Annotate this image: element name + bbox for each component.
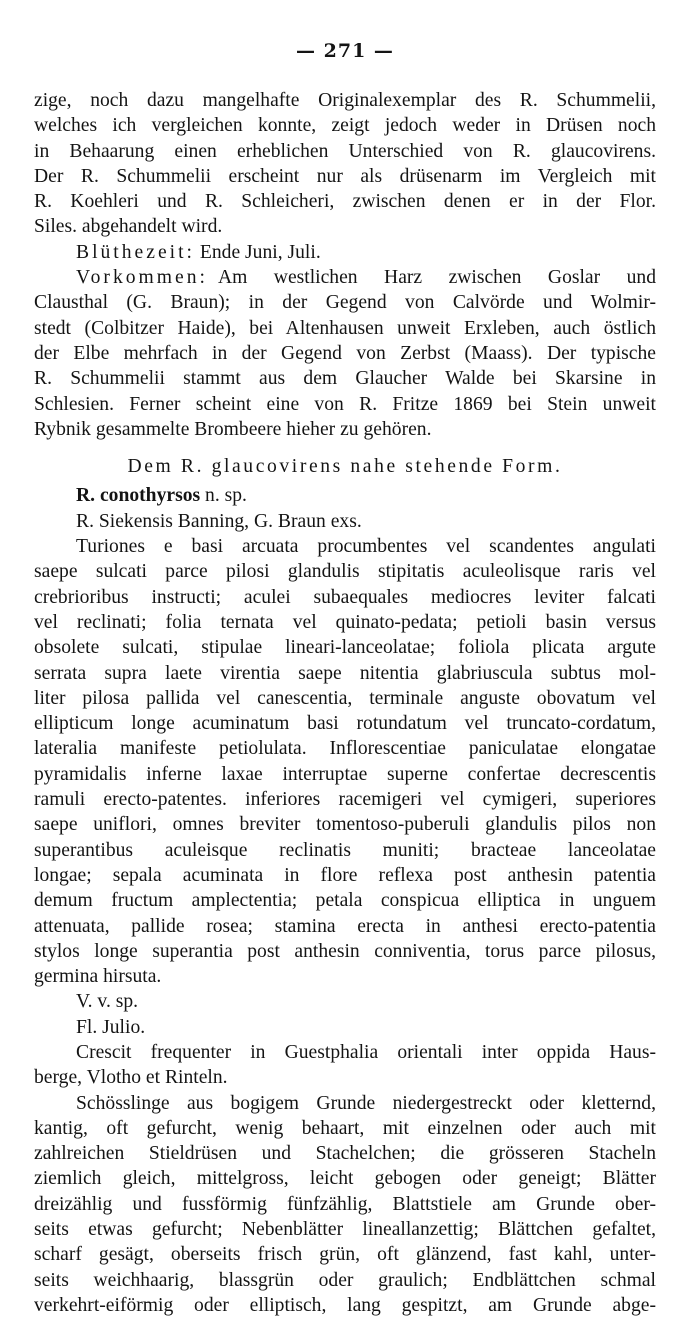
text-line: ziemlich gleich, mittelgross, leicht gebogen oder geneigt; Blätter — [34, 1168, 656, 1190]
text-line: attenuata, pallide rosea; stamina erecta in anthesi erecto-patentia — [34, 915, 656, 937]
text-line: obsolete sulcati, stipulae lineari-lanceolatae; foliola plicata argute — [34, 637, 656, 659]
text-line: Turiones e basi arcuata procumbentes vel scandentes angulati — [76, 536, 656, 558]
flowering-time-label: Blüthezeit: — [76, 241, 195, 263]
text-line: Siles. abgehandelt wird. — [34, 216, 223, 238]
text-line: seits weichhaarig, blassgrün oder graulich; Endblättchen schmal — [34, 1269, 656, 1291]
text-line: Crescit frequenter in Guestphalia orientali inter oppida Haus- — [76, 1041, 656, 1063]
text-line: kantig, oft gefurcht, wenig behaart, mit einzelnen oder auch mit — [34, 1117, 656, 1139]
occurrence-first-line — [34, 265, 656, 290]
text-line: pyramidalis inferne laxae interruptae superne confertae decrescentis — [34, 763, 656, 785]
text-line: Rybnik gesammelte Brombeere hieher zu gehören. — [34, 418, 432, 440]
text-line: in Behaarung einen erheblichen Unterschied von R. glaucovirens. — [34, 140, 656, 162]
intro-paragraph — [34, 88, 656, 240]
species-title — [34, 483, 656, 508]
text-line: serrata supra laete virentia saepe nitentia glabriuscula subtus mol- — [34, 662, 656, 684]
species-genus: R. — [76, 485, 96, 507]
species-synonym: R. Siekensis Banning, G. Braun exs. — [76, 510, 362, 532]
text-line: Schösslinge aus bogigem Grunde niedergestreckt oder kletternd, — [76, 1092, 656, 1114]
occurrence-label: Vorkommen: — [76, 267, 208, 289]
flowering-time-text: Ende Juni, Juli. — [199, 241, 321, 263]
text-line: seits etwas gefurcht; Nebenblätter lineallanzettig; Blättchen gefaltet, — [34, 1219, 656, 1241]
text-line: zahlreichen Stieldrüsen und Stachelchen; die grösseren Stacheln — [34, 1143, 656, 1165]
german-description — [34, 1091, 656, 1318]
text-line: ellipticum longe acuminatum basi rotundatum vel truncato-cordatum, — [34, 713, 656, 735]
species-name: conothyrsos — [99, 485, 201, 507]
text-line: welches ich vergleichen konnte, zeigt jedoch weder in Drüsen noch — [34, 115, 656, 137]
text-line: germina hirsuta. — [34, 966, 162, 988]
text-line: liter pilosa pallida vel canescentia, terminale anguste obovatum vel — [34, 687, 656, 709]
text-line: longae; sepala acuminata in flore reflexa post anthesin patentia — [34, 864, 656, 886]
text-line: lateralia manifeste petiolulata. Inflorescentiae paniculatae elongatae — [34, 738, 656, 760]
page-body — [34, 88, 656, 1318]
text-line: Schlesien. Ferner scheint eine von R. Fritze 1869 bei Stein unweit — [34, 393, 656, 415]
occurrence-paragraph — [34, 265, 656, 442]
text-line: saepe sulcati parce pilosi glandulis stipitatis aculeolisque raris vel — [34, 561, 656, 583]
text-line: Clausthal (G. Braun); in der Gegend von Calvörde und Wolmir- — [34, 292, 656, 314]
occurrence-first-text: Am westlichen Harz zwischen Goslar und — [217, 267, 656, 289]
flowering-time — [34, 240, 656, 265]
vidi-vivam: V. v. sp. — [76, 991, 139, 1013]
latin-description — [34, 534, 656, 989]
text-line: der Elbe mehrfach in der Gegend von Zerbst (Maass). Der typische — [34, 342, 656, 364]
section-heading: Dem R. glaucovirens nahe stehende Form. — [127, 456, 563, 478]
text-line: stylos longe superantia post anthesin conniventia, torus parce pilosus, — [34, 940, 656, 962]
text-line: berge, Vlotho et Rinteln. — [34, 1067, 228, 1089]
text-line: superantibus aculeisque reclinatis muniti; bracteae lanceolatae — [34, 839, 656, 861]
species-suffix: n. sp. — [205, 485, 247, 507]
text-line: crebrioribus instructi; aculei subaequales mediocres leviter falcati — [34, 586, 656, 608]
text-line: stedt (Colbitzer Haide), bei Altenhausen unweit Erxleben, auch östlich — [34, 317, 656, 339]
habitat-paragraph — [34, 1040, 656, 1091]
text-line: R. Schummelii stammt aus dem Glaucher Walde bei Skarsine in — [34, 368, 656, 390]
text-line: zige, noch dazu mangelhafte Originalexemplar des R. Schummelii, — [34, 90, 656, 111]
flowering-latin: Fl. Julio. — [76, 1016, 146, 1038]
text-line: saepe uniflori, omnes breviter tomentoso-puberuli glandulis pilos non — [34, 814, 656, 836]
text-line: scharf gesägt, oberseits frisch grün, oft glänzend, fast kahl, unter- — [34, 1244, 656, 1266]
text-line: demum fructum amplectentia; petala conspicua elliptica in unguem — [34, 890, 656, 912]
text-line: Der R. Schummelii erscheint nur als drüsenarm im Vergleich mit — [34, 165, 656, 187]
text-line: R. Koehleri und R. Schleicheri, zwischen denen er in der Flor. — [34, 191, 656, 213]
text-line: ramuli erecto-patentes. inferiores racemigeri vel cymigeri, superiores — [34, 789, 656, 811]
text-line: dreizählig und fussförmig fünfzählig, Blattstiele am Grunde ober- — [34, 1193, 656, 1215]
page-number: — 271 — — [296, 40, 394, 62]
text-line: verkehrt-eiförmig oder elliptisch, lang gespitzt, am Grunde abge- — [34, 1294, 656, 1316]
text-line: vel reclinati; folia ternata vel quinato-pedata; petioli basin versus — [34, 611, 656, 633]
